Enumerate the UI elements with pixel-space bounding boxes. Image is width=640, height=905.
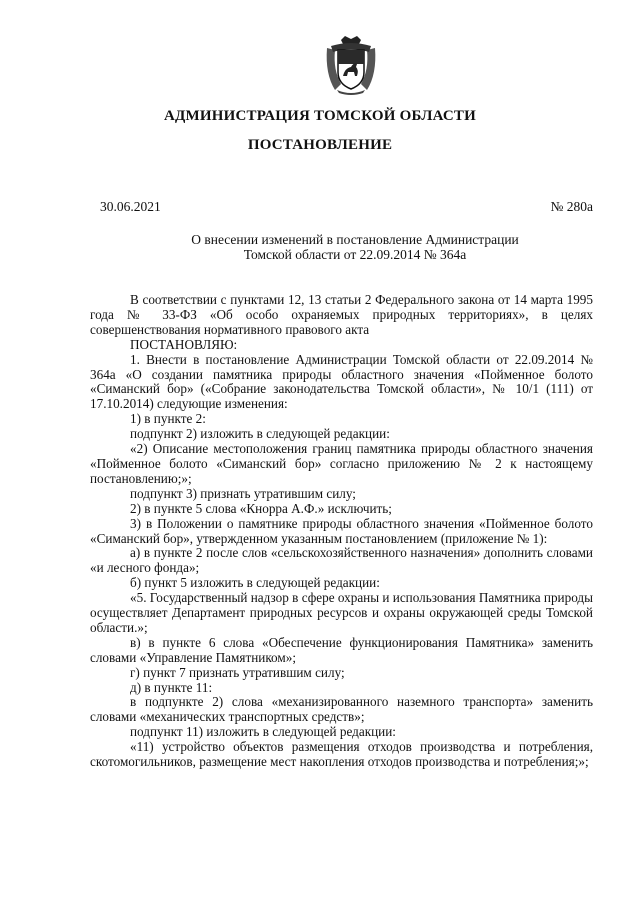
- document-date: 30.06.2021: [100, 199, 161, 214]
- paragraph: 1) в пункте 2:: [130, 411, 206, 427]
- resolution-keyword: ПОСТАНОВЛЯЮ:: [130, 336, 238, 352]
- paragraph: «11) устройство объектов размещения отходов производства и потребления, скотомогильников, размещение мест накопления отходов производства и потребления;»;: [90, 739, 593, 770]
- organization-title: АДМИНИСТРАЦИЯ ТОМСКОЙ ОБЛАСТИ: [164, 108, 476, 124]
- paragraph: д) в пункте 11:: [130, 679, 213, 695]
- subject-line: Томской области от 22.09.2014 № 364а: [243, 247, 467, 262]
- document-subject: [190, 232, 520, 262]
- document-body: [90, 293, 593, 770]
- paragraph: в) в пункте 6 слова «Обеспечение функционирования Памятника» заменить словами «Управление Памятником»;: [90, 634, 593, 665]
- paragraph: г) пункт 7 признать утратившим силу;: [130, 664, 345, 680]
- paragraph: 1. Внести в постановление Администрации Томской области от 22.09.2014 № 364а «О создании памятника природы областного значения «Пойменное болото «Симанский бор» («Собрание законодательства Томской области», № 10/1 (111) от 17.10.2014) следующие изменения:: [90, 351, 593, 412]
- paragraph: «2) Описание местоположения границ памятника природы областного значения «Пойменное болото «Симанский бор» согласно приложению № 2 к настоящему постановлению;»;: [90, 441, 593, 486]
- coat-of-arms-icon: [323, 34, 379, 96]
- paragraph: 2) в пункте 5 слова «Кнорра А.Ф.» исключить;: [130, 500, 392, 516]
- paragraph: подпункт 11) изложить в следующей редакции:: [130, 724, 396, 740]
- paragraph: В соответствии с пунктами 12, 13 статьи 2 Федерального закона от 14 марта 1995 года № 33-ФЗ «Об особо охраняемых природных территориях», в целях совершенствования нормативного правового акта: [90, 292, 593, 337]
- paragraph: в подпункте 2) слова «механизированного наземного транспорта» заменить словами «механических транспортных средств»;: [90, 694, 593, 725]
- paragraph: «5. Государственный надзор в сфере охраны и использования Памятника природы осуществляет Департамент природных ресурсов и охраны окружающей среды Томской области.»;: [90, 590, 593, 635]
- document-number: № 280а: [550, 199, 593, 214]
- paragraph: 3) в Положении о памятнике природы областного значения «Пойменное болото «Симанский бор», утвержденном указанным постановлением (приложение № 1):: [90, 515, 593, 546]
- paragraph: б) пункт 5 изложить в следующей редакции:: [130, 575, 380, 591]
- paragraph: а) в пункте 2 после слов «сельскохозяйственного назначения» дополнить словами «и лесного фонда»;: [90, 545, 593, 576]
- document-type-title: ПОСТАНОВЛЕНИЕ: [247, 137, 393, 153]
- subject-line: О внесении изменений в постановление Администрации: [191, 232, 519, 247]
- paragraph: подпункт 3) признать утратившим силу;: [130, 485, 356, 501]
- paragraph: подпункт 2) изложить в следующей редакции:: [130, 426, 390, 442]
